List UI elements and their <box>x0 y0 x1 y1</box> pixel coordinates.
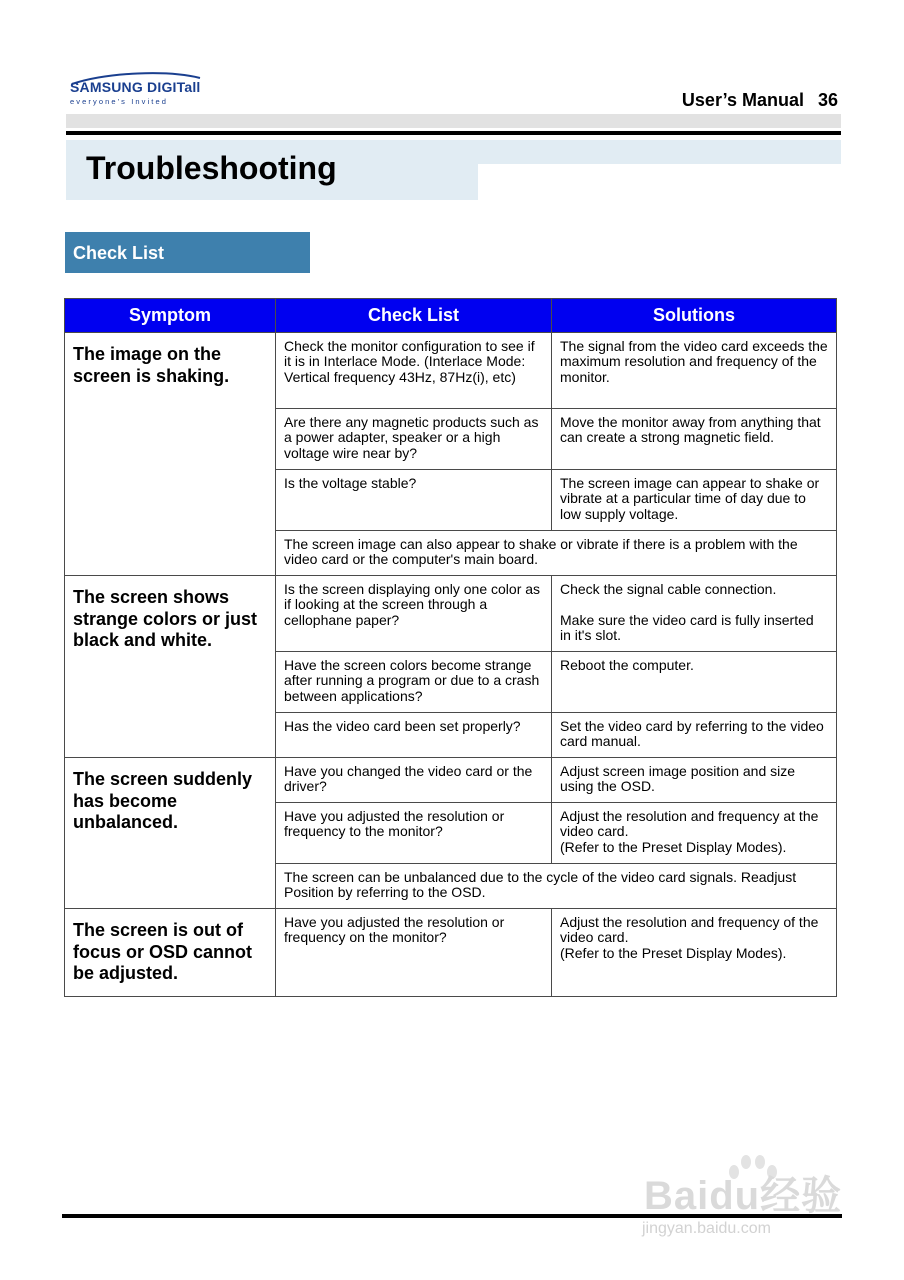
solution-cell: Adjust the resolution and frequency of the video card. (Refer to the Preset Display Modes). <box>552 909 837 997</box>
table-row <box>65 758 837 803</box>
logo-tagline: everyone's Invited <box>70 97 169 106</box>
solution-cell: Check the signal cable connection. Make sure the video card is fully inserted in it's slot. <box>552 576 837 652</box>
note-cell: The screen image can also appear to shake or vibrate if there is a problem with the video card or the computer's main board. <box>276 531 837 576</box>
baidu-watermark <box>640 1150 850 1245</box>
check-cell: Has the video card been set properly? <box>276 713 552 758</box>
check-cell: Is the screen displaying only one color as if looking at the screen through a cellophane paper? <box>276 576 552 652</box>
table-row <box>65 333 837 409</box>
page-number: 36 <box>817 90 838 110</box>
table-row <box>65 576 837 652</box>
check-cell: Have you adjusted the resolution or frequency to the monitor? <box>276 803 552 864</box>
check-cell: Are there any magnetic products such as a power adapter, speaker or a high voltage wire near by? <box>276 409 552 470</box>
samsung-logo <box>68 70 208 110</box>
symptom-cell: The screen shows strange colors or just black and white. <box>65 576 276 758</box>
check-cell: Have the screen colors become strange after running a program or due to a crash between applications? <box>276 652 552 713</box>
manual-header <box>682 90 838 111</box>
solution-cell: Reboot the computer. <box>552 652 837 713</box>
page-title: Troubleshooting <box>86 150 337 186</box>
solution-cell: Move the monitor away from anything that can create a strong magnetic field. <box>552 409 837 470</box>
solution-cell: Adjust the resolution and frequency at the video card. (Refer to the Preset Display Modes). <box>552 803 837 864</box>
symptom-cell: The image on the screen is shaking. <box>65 333 276 576</box>
troubleshooting-table <box>64 298 837 997</box>
check-cell: Have you adjusted the resolution or frequency on the monitor? <box>276 909 552 997</box>
title-band-extension <box>478 140 841 164</box>
header-solutions: Solutions <box>552 299 837 333</box>
solution-cell: Adjust screen image position and size using the OSD. <box>552 758 837 803</box>
symptom-cell: The screen suddenly has become unbalanced. <box>65 758 276 909</box>
watermark-url: jingyan.baidu.com <box>642 1220 771 1237</box>
header-band <box>66 114 841 128</box>
note-cell: The screen can be unbalanced due to the cycle of the video card signals. Readjust Position by referring to the OSD. <box>276 864 837 909</box>
manual-label: User’s Manual <box>681 90 804 110</box>
table-header-row <box>65 299 837 333</box>
logo-text: SAMSUNG DIGITall <box>70 79 201 95</box>
table-row <box>65 909 837 997</box>
title-band-notch <box>478 164 841 200</box>
solution-cell: The signal from the video card exceeds the maximum resolution and frequency of the monitor. <box>552 333 837 409</box>
header-symptom: Symptom <box>65 299 276 333</box>
header-rule <box>66 131 841 135</box>
check-cell: Check the monitor configuration to see if it is in Interlace Mode. (Interlace Mode: Vertical frequency 43Hz, 87Hz(i), etc) <box>276 333 552 409</box>
symptom-cell: The screen is out of focus or OSD cannot be adjusted. <box>65 909 276 997</box>
check-cell: Have you changed the video card or the driver? <box>276 758 552 803</box>
check-cell: Is the voltage stable? <box>276 470 552 531</box>
solution-cell: The screen image can appear to shake or vibrate at a particular time of day due to low supply voltage. <box>552 470 837 531</box>
watermark-brand: Baidu经验 <box>644 1174 843 1218</box>
section-tab-check-list: Check List <box>65 232 310 273</box>
header-check-list: Check List <box>276 299 552 333</box>
solution-cell: Set the video card by referring to the video card manual. <box>552 713 837 758</box>
